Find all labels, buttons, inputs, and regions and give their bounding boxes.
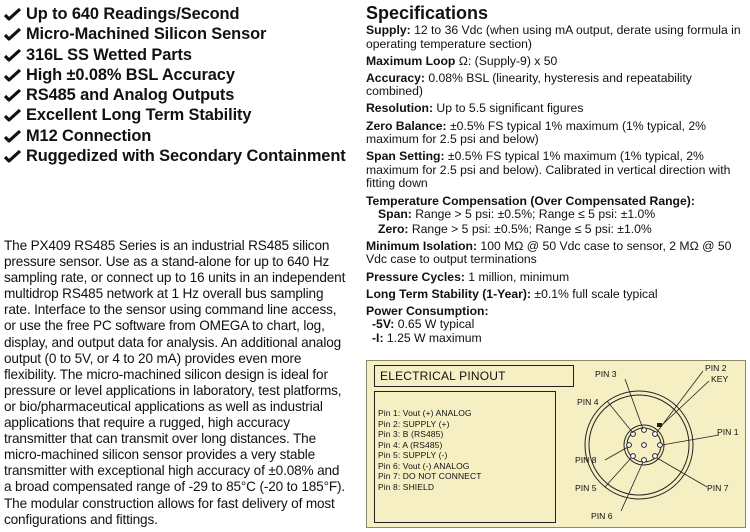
spec-value: ±0.1% full scale typical bbox=[531, 286, 658, 301]
check-mark-icon bbox=[4, 48, 22, 63]
pin-4-label: PIN 4 bbox=[577, 397, 599, 407]
feature-item bbox=[4, 65, 352, 85]
spec-value: Range > 5 psi: ±0.5%; Range ≤ 5 psi: ±1.0% bbox=[408, 221, 652, 236]
feature-text: Ruggedized with Secondary Containment bbox=[26, 147, 346, 166]
spec-value: 12 to 36 Vdc (when using mA output, derate using formula in operating temperature section) bbox=[366, 23, 741, 51]
pin-contact bbox=[653, 432, 658, 437]
spec-label: Minimum Isolation: bbox=[366, 238, 478, 253]
pin-definition: Pin 1: Vout (+) ANALOG bbox=[378, 408, 472, 418]
spec-value: ±0.5% FS typical 1% maximum (1% typical, 2% maximum for 2.5 psi and below) bbox=[366, 118, 706, 147]
check-mark-icon bbox=[4, 27, 22, 42]
pin-definition: Pin 7: DO NOT CONNECT bbox=[378, 471, 482, 481]
pin-definition: Pin 3: B (RS485) bbox=[378, 429, 444, 439]
feature-list bbox=[4, 4, 352, 166]
spec-value: 0.08% BSL (linearity, hysteresis and repeatability combined) bbox=[366, 70, 692, 99]
spec-label: Power Consumption: bbox=[366, 303, 489, 318]
spec-zero-balance bbox=[366, 120, 746, 147]
connector-outer-ring bbox=[585, 391, 693, 499]
pin-2-label: PIN 2 bbox=[705, 363, 727, 373]
spec-label: Span: bbox=[378, 207, 412, 222]
spec-accuracy bbox=[366, 72, 746, 99]
spec-value: 100 MΩ @ 50 Vdc case to sensor, 2 MΩ @ 50 Vdc case to output terminations bbox=[366, 238, 732, 267]
specifications-column bbox=[366, 2, 746, 345]
spec-power-voltage bbox=[366, 318, 746, 332]
feature-text: 316L SS Wetted Parts bbox=[26, 45, 192, 64]
check-mark-icon bbox=[4, 108, 22, 123]
feature-column bbox=[4, 4, 352, 166]
pin-6-leader bbox=[621, 462, 643, 511]
spec-label: Zero Balance: bbox=[366, 118, 447, 133]
spec-value: Up to 5.5 significant figures bbox=[433, 101, 584, 116]
feature-text: High ±0.08% BSL Accuracy bbox=[26, 65, 235, 84]
spec-value: 1 million, minimum bbox=[464, 269, 570, 284]
spec-label: Supply: bbox=[366, 23, 411, 37]
spec-resolution bbox=[366, 102, 746, 116]
pin-5-label: PIN 5 bbox=[575, 483, 597, 493]
spec-label: -I: bbox=[372, 330, 384, 345]
spec-label: Maximum Loop bbox=[366, 53, 456, 68]
pin-7-label: PIN 7 bbox=[707, 483, 729, 493]
pin-contact bbox=[642, 443, 647, 448]
spec-label: Long Term Stability (1-Year): bbox=[366, 286, 532, 301]
pin-5-leader bbox=[605, 458, 631, 487]
feature-item bbox=[4, 126, 352, 146]
feature-text: Micro-Machined Silicon Sensor bbox=[26, 25, 267, 44]
pin-definition: Pin 5: SUPPLY (-) bbox=[378, 450, 448, 460]
spec-label: Pressure Cycles: bbox=[366, 269, 465, 284]
spec-label: Zero: bbox=[378, 221, 409, 236]
spec-label: Accuracy: bbox=[366, 70, 425, 85]
pin-1-label: PIN 1 bbox=[717, 427, 739, 437]
pin-contact bbox=[642, 428, 647, 433]
check-mark-icon bbox=[4, 129, 22, 144]
spec-value: 1.25 W maximum bbox=[383, 330, 482, 345]
feature-item bbox=[4, 4, 352, 24]
pinout-title: ELECTRICAL PINOUT bbox=[374, 365, 574, 387]
spec-label: Temperature Compensation (Over Compensated Range): bbox=[366, 193, 695, 208]
spec-value: Range > 5 psi: ±0.5%; Range ≤ 5 psi: ±1.0% bbox=[411, 207, 656, 222]
spec-temp-zero bbox=[366, 223, 746, 237]
specifications-title: Specifications bbox=[366, 3, 489, 23]
spec-temp-span bbox=[366, 208, 746, 222]
feature-text: Excellent Long Term Stability bbox=[26, 106, 252, 125]
spec-supply bbox=[366, 24, 746, 51]
pin-7-leader bbox=[657, 458, 707, 487]
feature-item bbox=[4, 85, 352, 105]
pin-definition: Pin 2: SUPPLY (+) bbox=[378, 418, 450, 429]
spec-label: Resolution: bbox=[366, 101, 434, 116]
pin-contact bbox=[631, 432, 636, 437]
key-label: KEY bbox=[711, 374, 729, 384]
spec-pressure-cycles bbox=[366, 271, 746, 285]
spec-label: -5V: bbox=[372, 317, 395, 332]
feature-text: Up to 640 Readings/Second bbox=[26, 5, 240, 23]
m12-connector-diagram bbox=[367, 361, 747, 529]
pin-contact bbox=[653, 454, 658, 459]
pin-contact bbox=[627, 443, 632, 448]
check-mark-icon bbox=[4, 7, 22, 22]
product-description: The PX409 RS485 Series is an industrial RS485 silicon pressure sensor. Use as a stand-alone for up to 640 Hz sampling rate, or connect up to 16 units in an independent multidrop RS485 network at 1 Hz overall bus sampling rate. Interface to the sensor using command line access, or use the free PC software from OMEGA to chart, log, display, and output data for analysis. An additional analog output (0 to 5V, or 4 to 20 mA) provides even more flexibility. The micro-machined silicon design is ideal for pressure or level applications in laboratory, test platforms, or bio/pharmaceutical applications as well as industrial applications that require a rugged, high accuracy transmitter that can transmit over long distances. The micro-machined silicon sensor provides a very stable transmitter with exceptional high accuracy of ±0.08% and a broad compensated range of -29 to 85°C (-20 to 185°F). The modular construction allows for fast delivery of most configurations and fittings. bbox=[4, 238, 346, 527]
electrical-pinout-panel bbox=[366, 360, 746, 528]
pin-3-label: PIN 3 bbox=[595, 369, 617, 379]
spec-label: Span Setting: bbox=[366, 149, 445, 164]
spec-power-current bbox=[366, 332, 746, 346]
pin-8-label: PIN 8 bbox=[575, 455, 597, 465]
spec-value: ±0.5% FS typical 1% maximum (1% typical, 2% maximum for 2.5 psi and below). Calibrated in vertical direction with fitting down bbox=[366, 149, 731, 191]
feature-item bbox=[4, 146, 352, 166]
pin-contact bbox=[631, 454, 636, 459]
pin-8-leader bbox=[605, 447, 628, 460]
pin-4-leader bbox=[607, 401, 633, 433]
pin-3-leader bbox=[625, 379, 643, 429]
spec-power-consumption bbox=[366, 305, 746, 319]
pin-6-label: PIN 6 bbox=[591, 511, 613, 521]
spec-temp-compensation bbox=[366, 195, 746, 209]
feature-item bbox=[4, 24, 352, 44]
pin-contact bbox=[658, 443, 663, 448]
check-mark-icon bbox=[4, 149, 22, 164]
feature-item bbox=[4, 45, 352, 65]
feature-item bbox=[4, 105, 352, 125]
spec-min-isolation bbox=[366, 240, 746, 267]
check-mark-icon bbox=[4, 68, 22, 83]
pin-definition: Pin 8: SHIELD bbox=[378, 481, 435, 492]
pin-definition: Pin 4: A (RS485) bbox=[378, 439, 443, 450]
pin-contact bbox=[642, 458, 647, 463]
check-mark-icon bbox=[4, 88, 22, 103]
spec-span-setting bbox=[366, 150, 746, 191]
spec-long-term-stability bbox=[366, 288, 746, 302]
pin-definition: Pin 6: Vout (-) ANALOG bbox=[378, 460, 470, 471]
feature-text: M12 Connection bbox=[26, 126, 152, 145]
spec-value: Ω: (Supply-9) x 50 bbox=[455, 53, 558, 68]
pin-1-leader bbox=[662, 435, 719, 445]
spec-value: 0.65 W typical bbox=[394, 317, 475, 332]
feature-text: RS485 and Analog Outputs bbox=[26, 86, 235, 105]
spec-max-loop bbox=[366, 55, 746, 69]
